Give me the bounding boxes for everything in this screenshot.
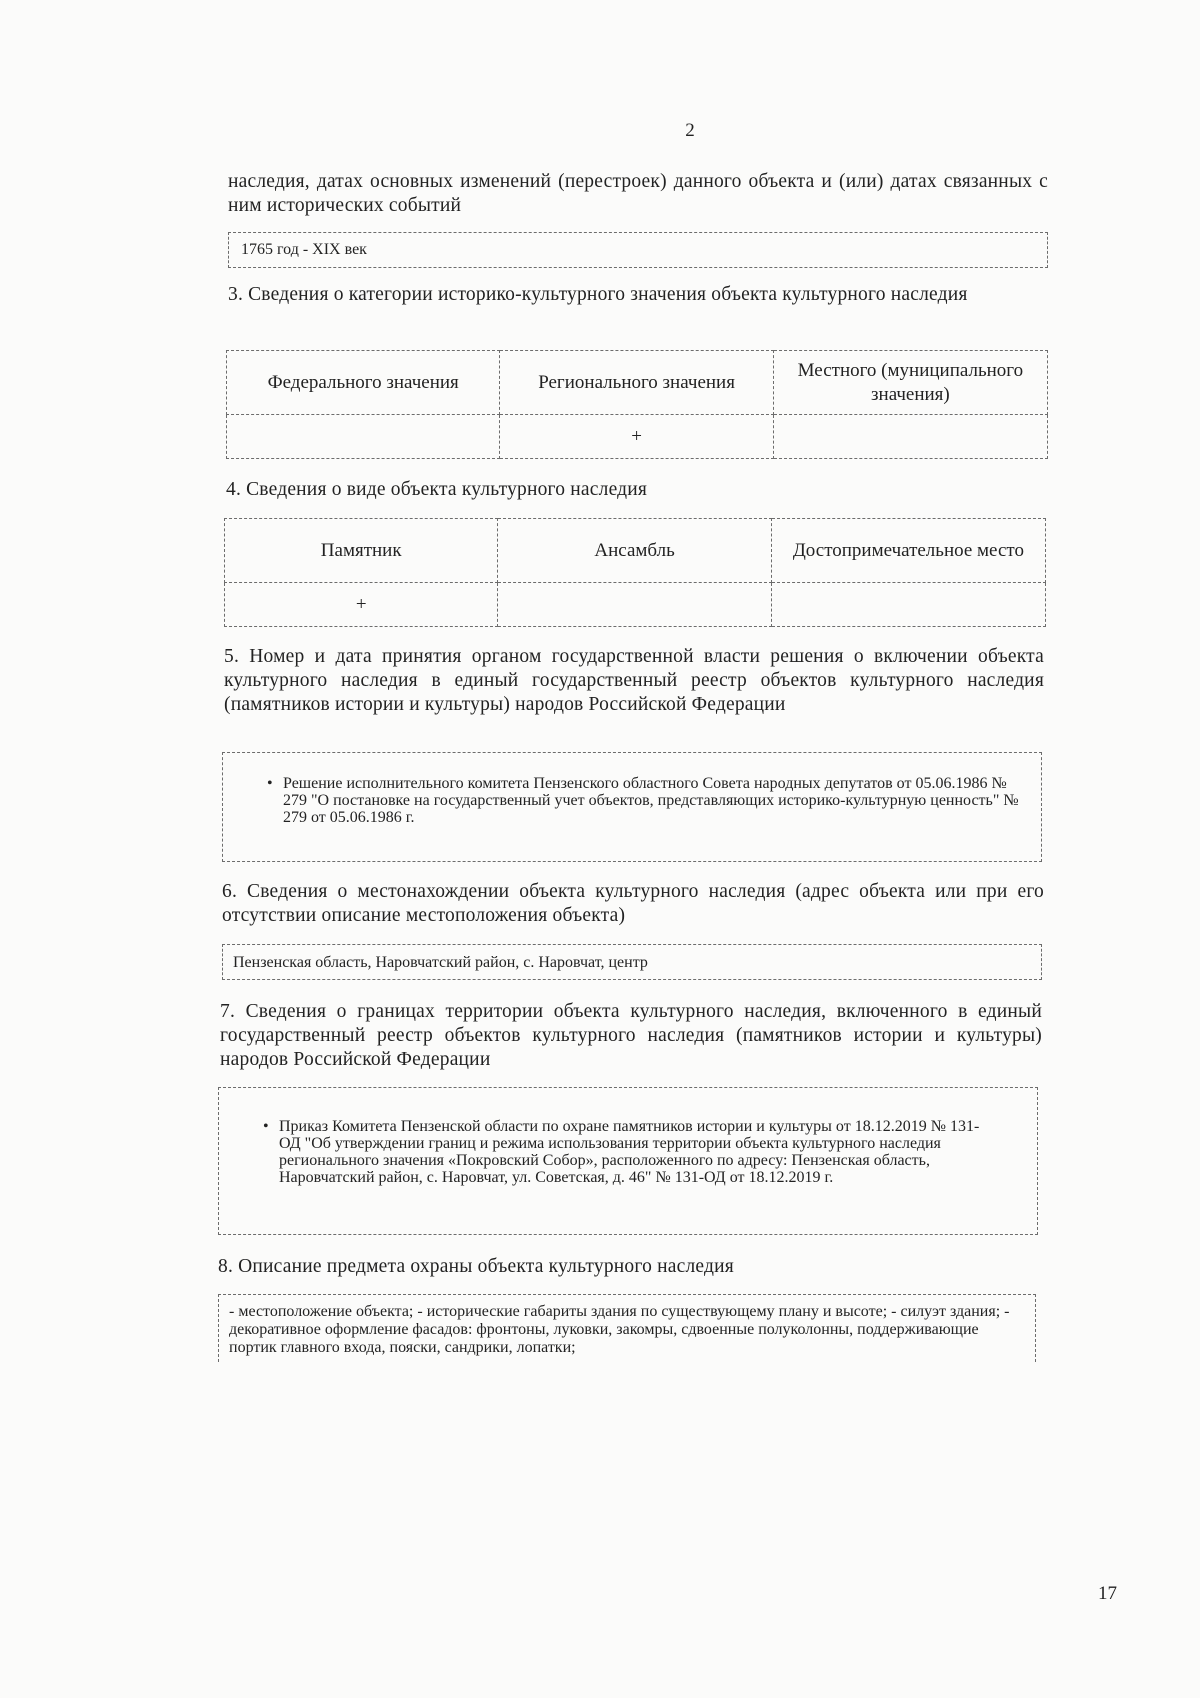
section2-value-box — [228, 232, 1048, 268]
type-header-ensemble: Ансамбль — [498, 519, 771, 583]
category-table — [226, 350, 1048, 459]
type-table — [224, 518, 1046, 627]
section4-heading: 4. Сведения о виде объекта культурного наследия — [226, 479, 648, 500]
category-header-local: Местного (муниципального значения) — [773, 351, 1047, 415]
section7-item-text: Приказ Комитета Пензенской области по охране памятников истории и культуры от 18.12.2019 № 131-ОД "Об утверждении границ и режима использования территории объекта культурного наследия регионального значения «Покровский Собор», расположенного по адресу: Пензенская область, Наровчатский район, с. Наровчат, ул. Советская, д. 46" № 131-ОД от 18.12.2019 г. — [279, 1118, 980, 1186]
section6-heading: 6. Сведения о местонахождении объекта культурного наследия (адрес объекта или при его отсутствии описание местоположения объекта) — [222, 881, 1044, 926]
section5-box — [222, 752, 1042, 862]
section5-list-item — [267, 775, 1021, 826]
type-header-monument: Памятник — [225, 519, 498, 583]
section3-heading: 3. Сведения о категории историко-культурного значения объекта культурного наследия — [228, 284, 968, 305]
section2-value: 1765 год - XIX век — [241, 241, 367, 258]
category-mark-federal — [227, 415, 500, 459]
section6-value-box — [222, 944, 1042, 980]
type-mark-ensemble — [498, 583, 771, 627]
section7-heading: 7. Сведения о границах территории объекта культурного наследия, включенного в единый государственный реестр объектов культурного наследия (памятников истории и культуры) народов Российской Федерации — [220, 1001, 1042, 1070]
section7-box — [218, 1087, 1038, 1235]
section5-heading: 5. Номер и дата принятия органом государственной власти решения о включении объекта культурного наследия в единый государственный реестр объектов культурного наследия (памятников истории и культуры) народов Российской Федерации — [224, 646, 1044, 715]
section6-value: Пензенская область, Наровчатский район, с. Наровчат, центр — [233, 954, 648, 971]
section8-value-box — [218, 1294, 1036, 1362]
section7-list-item — [263, 1118, 997, 1186]
type-header-landmark: Достопримечательное место — [771, 519, 1045, 583]
bullet-icon: • — [267, 775, 273, 792]
section5-item-text: Решение исполнительного комитета Пензенского областного Совета народных депутатов от 05.06.1986 № 279 "О постановке на государственный учет объектов, представляющих историко-культурную ценность" № 279 от 05.06.1986 г. — [283, 775, 1019, 826]
category-header-regional: Регионального значения — [500, 351, 773, 415]
page-number-bottom: 17 — [1098, 1583, 1117, 1604]
bullet-icon: • — [263, 1118, 269, 1135]
section2-text: наследия, датах основных изменений (перестроек) данного объекта и (или) датах связанных с ним исторических событий — [228, 171, 1048, 216]
page-number-top: 2 — [685, 120, 695, 141]
category-header-federal: Федерального значения — [227, 351, 500, 415]
type-mark-monument: + — [225, 583, 498, 627]
type-mark-landmark — [771, 583, 1045, 627]
category-mark-local — [773, 415, 1047, 459]
section8-value: - местоположение объекта; - исторические габариты здания по существующему плану и высоте; - силуэт здания; - декоративное оформление фасадов: фронтоны, луковки, закомры, сдвоенные полуколонны, поддерживающие портик главного входа, пояски, сандрики, лопатки; — [229, 1303, 1010, 1356]
category-mark-regional: + — [500, 415, 773, 459]
section8-heading: 8. Описание предмета охраны объекта культурного наследия — [218, 1256, 734, 1277]
